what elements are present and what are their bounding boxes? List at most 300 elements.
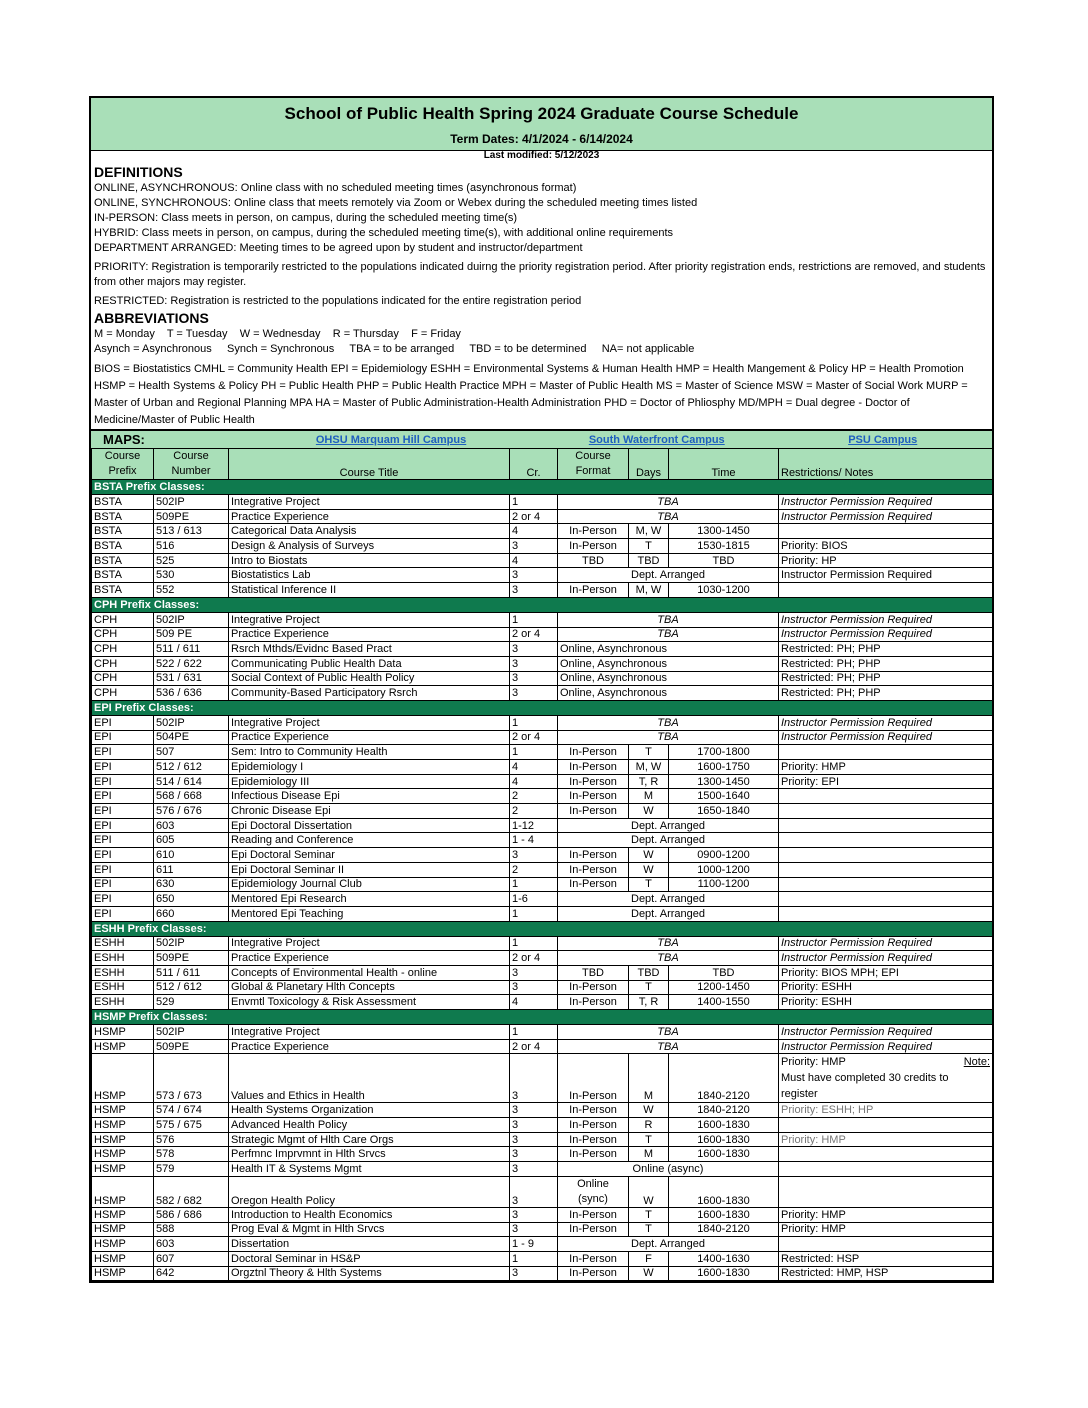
course-credits: 3 <box>510 1222 558 1237</box>
course-schedule: TBA <box>558 730 779 745</box>
course-days: TBD <box>629 553 669 568</box>
section-label: CPH Prefix Classes: <box>92 597 993 612</box>
course-title: Values and Ethics in Health <box>229 1054 510 1103</box>
course-credits: 3 <box>510 1266 558 1281</box>
course-format: In-Person <box>558 848 629 863</box>
course-schedule: TBA <box>558 509 779 524</box>
course-prefix: ESHH <box>92 995 154 1010</box>
course-format: Online, Asynchronous <box>558 642 779 657</box>
course-days: M <box>629 1054 669 1103</box>
page-title: School of Public Health Spring 2024 Graduate Course Schedule <box>284 104 799 123</box>
section-label: EPI Prefix Classes: <box>92 700 993 715</box>
course-title: Epi Doctoral Seminar II <box>229 862 510 877</box>
table-row <box>92 1162 993 1177</box>
col-notes: Restrictions/ Notes <box>779 449 993 480</box>
col-format: Course Format <box>558 449 629 480</box>
course-title: Communicating Public Health Data <box>229 656 510 671</box>
course-format: In-Person <box>558 774 629 789</box>
course-notes <box>779 1162 993 1177</box>
table-row <box>92 1103 993 1118</box>
course-credits: 4 <box>510 524 558 539</box>
course-number: 502IP <box>154 495 229 510</box>
course-time: 1600-1830 <box>669 1266 779 1281</box>
course-prefix: HSMP <box>92 1222 154 1237</box>
course-days: M, W <box>629 583 669 598</box>
course-number: 509 PE <box>154 627 229 642</box>
course-time: 1600-1830 <box>669 1118 779 1133</box>
course-credits: 2 <box>510 862 558 877</box>
course-credits: 1 <box>510 1251 558 1266</box>
course-title: Biostatistics Lab <box>229 568 510 583</box>
course-notes: Priority: HMP <box>779 760 993 775</box>
course-format: In-Person <box>558 980 629 995</box>
course-notes <box>779 1237 993 1252</box>
course-credits: 1 - 4 <box>510 833 558 848</box>
course-title: Envmtl Toxicology & Risk Assessment <box>229 995 510 1010</box>
course-notes <box>779 892 993 907</box>
course-number: 607 <box>154 1251 229 1266</box>
course-prefix: EPI <box>92 833 154 848</box>
course-notes: Instructor Permission Required <box>779 1025 993 1040</box>
course-days: T <box>629 1222 669 1237</box>
course-prefix: EPI <box>92 892 154 907</box>
course-credits: 2 or 4 <box>510 509 558 524</box>
maps-bar <box>91 429 992 448</box>
course-number: 502IP <box>154 1025 229 1040</box>
abbrev-days: M = Monday T = Tuesday W = Wednesday R = Thursday F = Friday <box>94 328 461 340</box>
course-prefix: ESHH <box>92 951 154 966</box>
course-number: 509PE <box>154 1039 229 1054</box>
course-notes <box>779 583 993 598</box>
course-number: 578 <box>154 1147 229 1162</box>
course-number: 650 <box>154 892 229 907</box>
course-title: Practice Experience <box>229 730 510 745</box>
table-row <box>92 760 993 775</box>
course-credits: 3 <box>510 568 558 583</box>
course-schedule: Dept. Arranged <box>558 906 779 921</box>
course-format: In-Person <box>558 1132 629 1147</box>
course-days: W <box>629 862 669 877</box>
course-title: Epidemiology I <box>229 760 510 775</box>
course-credits: 1-12 <box>510 818 558 833</box>
course-notes: Restricted: HMP, HSP <box>779 1266 993 1281</box>
course-title: Infectious Disease Epi <box>229 789 510 804</box>
course-notes <box>779 1118 993 1133</box>
course-prefix: HSMP <box>92 1118 154 1133</box>
course-prefix: HSMP <box>92 1054 154 1103</box>
table-row <box>92 1266 993 1281</box>
course-time: 1840-2120 <box>669 1222 779 1237</box>
course-notes: Instructor Permission Required <box>779 627 993 642</box>
course-notes: Priority: ESHH <box>779 995 993 1010</box>
link-psu-campus[interactable]: PSU Campus <box>848 433 918 446</box>
term-dates: Term Dates: 4/1/2024 - 6/14/2024 <box>450 132 633 146</box>
course-time: 1400-1630 <box>669 1251 779 1266</box>
table-row <box>92 818 993 833</box>
table-row <box>92 833 993 848</box>
course-notes: Priority: BIOS MPH; EPI <box>779 965 993 980</box>
course-number: 512 / 612 <box>154 760 229 775</box>
course-format: In-Person <box>558 745 629 760</box>
course-notes <box>779 906 993 921</box>
section-header <box>92 921 993 936</box>
course-number: 522 / 622 <box>154 656 229 671</box>
section-label: BSTA Prefix Classes: <box>92 480 993 495</box>
course-format: In-Person <box>558 789 629 804</box>
course-time: 1600-1830 <box>669 1147 779 1162</box>
course-number: 516 <box>154 539 229 554</box>
course-time: 1530-1815 <box>669 539 779 554</box>
course-notes: Priority: HP <box>779 553 993 568</box>
table-row <box>92 656 993 671</box>
table-row <box>92 877 993 892</box>
course-number: 642 <box>154 1266 229 1281</box>
course-format: In-Person <box>558 1147 629 1162</box>
link-marquam-hill[interactable]: OHSU Marquam Hill Campus <box>315 433 467 446</box>
course-title: Doctoral Seminar in HS&P <box>229 1251 510 1266</box>
course-time: 1600-1830 <box>669 1207 779 1222</box>
definitions-heading: DEFINITIONS <box>94 164 183 180</box>
table-header <box>92 449 993 480</box>
course-time: 1840-2120 <box>669 1054 779 1103</box>
course-number: 512 / 612 <box>154 980 229 995</box>
course-title: Rsrch Mthds/Evidnc Based Pract <box>229 642 510 657</box>
course-prefix: EPI <box>92 818 154 833</box>
course-days: W <box>629 804 669 819</box>
course-credits: 1 <box>510 906 558 921</box>
course-days: W <box>629 1266 669 1281</box>
course-title: Health IT & Systems Mgmt <box>229 1162 510 1177</box>
definition-line: IN-PERSON: Class meets in person, on campus, during the scheduled meeting time(s) <box>94 212 518 224</box>
course-title: Advanced Health Policy <box>229 1118 510 1133</box>
table-row <box>92 583 993 598</box>
course-title: Orgztnl Theory & Hlth Systems <box>229 1266 510 1281</box>
course-days: TBD <box>629 965 669 980</box>
course-notes: Restricted: PH; PHP <box>779 686 993 701</box>
course-prefix: BSTA <box>92 583 154 598</box>
course-number: 660 <box>154 906 229 921</box>
table-row <box>92 980 993 995</box>
course-format: In-Person <box>558 1222 629 1237</box>
course-notes <box>779 848 993 863</box>
section-label: HSMP Prefix Classes: <box>92 1010 993 1025</box>
course-prefix: BSTA <box>92 568 154 583</box>
course-credits: 2 or 4 <box>510 730 558 745</box>
course-title: Global & Planetary Hlth Concepts <box>229 980 510 995</box>
course-schedule: TBA <box>558 627 779 642</box>
course-title: Integrative Project <box>229 495 510 510</box>
course-number: 502IP <box>154 612 229 627</box>
course-credits: 4 <box>510 553 558 568</box>
definitions-section <box>91 163 992 429</box>
col-credits: Cr. <box>510 449 558 480</box>
course-prefix: ESHH <box>92 936 154 951</box>
course-notes <box>779 745 993 760</box>
course-notes: Priority: BIOS <box>779 539 993 554</box>
table-row <box>92 774 993 789</box>
course-notes <box>779 524 993 539</box>
course-schedule: Online (async) <box>558 1162 779 1177</box>
course-prefix: CPH <box>92 671 154 686</box>
priority-definition: PRIORITY: Registration is temporarily restricted to the populations indicated duirng the priority registration period. After priority registration ends, restrictions are removed, and students from other majors may register. <box>94 261 986 288</box>
course-notes <box>779 1176 993 1207</box>
course-number: 630 <box>154 877 229 892</box>
course-schedule: TBA <box>558 1025 779 1040</box>
course-number: 574 / 674 <box>154 1103 229 1118</box>
course-table <box>91 448 993 1281</box>
course-number: 511 / 611 <box>154 642 229 657</box>
table-row <box>92 686 993 701</box>
course-format: In-Person <box>558 995 629 1010</box>
course-schedule: Dept. Arranged <box>558 818 779 833</box>
course-format: In-Person <box>558 1118 629 1133</box>
col-title: Course Title <box>229 449 510 480</box>
course-credits: 1 <box>510 715 558 730</box>
course-credits: 3 <box>510 671 558 686</box>
course-credits: 3 <box>510 1054 558 1103</box>
section-header <box>92 700 993 715</box>
course-format: Online (sync) <box>558 1176 629 1207</box>
course-prefix: EPI <box>92 906 154 921</box>
course-format: In-Person <box>558 1266 629 1281</box>
course-notes: Instructor Permission Required <box>779 715 993 730</box>
col-number: Course Number <box>154 449 229 480</box>
course-number: 603 <box>154 1237 229 1252</box>
course-days: M <box>629 1147 669 1162</box>
course-title: Mentored Epi Teaching <box>229 906 510 921</box>
course-notes <box>779 804 993 819</box>
course-number: 529 <box>154 995 229 1010</box>
course-time: 1300-1450 <box>669 524 779 539</box>
course-schedule: TBA <box>558 715 779 730</box>
course-number: 588 <box>154 1222 229 1237</box>
abbreviations-heading: ABBREVIATIONS <box>94 310 209 326</box>
course-number: 586 / 686 <box>154 1207 229 1222</box>
course-format: In-Person <box>558 524 629 539</box>
course-number: 509PE <box>154 951 229 966</box>
table-row <box>92 539 993 554</box>
table-row <box>92 1147 993 1162</box>
table-row <box>92 936 993 951</box>
course-number: 513 / 613 <box>154 524 229 539</box>
course-notes <box>779 862 993 877</box>
course-time: 1000-1200 <box>669 862 779 877</box>
course-days: M <box>629 789 669 804</box>
course-format: Online, Asynchronous <box>558 686 779 701</box>
course-credits: 3 <box>510 1132 558 1147</box>
course-credits: 3 <box>510 848 558 863</box>
course-credits: 2 or 4 <box>510 1039 558 1054</box>
course-schedule: TBA <box>558 951 779 966</box>
course-format: TBD <box>558 553 629 568</box>
course-number: 573 / 673 <box>154 1054 229 1103</box>
table-row <box>92 745 993 760</box>
course-prefix: EPI <box>92 774 154 789</box>
table-row <box>92 1176 993 1207</box>
course-schedule: TBA <box>558 495 779 510</box>
course-time: 1700-1800 <box>669 745 779 760</box>
course-number: 530 <box>154 568 229 583</box>
course-prefix: BSTA <box>92 495 154 510</box>
course-days: T <box>629 1207 669 1222</box>
course-title: Intro to Biostats <box>229 553 510 568</box>
course-credits: 1 <box>510 877 558 892</box>
course-schedule: Dept. Arranged <box>558 833 779 848</box>
course-credits: 3 <box>510 1118 558 1133</box>
course-notes: Priority: ESHH <box>779 980 993 995</box>
course-number: 504PE <box>154 730 229 745</box>
section-header <box>92 1010 993 1025</box>
course-title: Practice Experience <box>229 1039 510 1054</box>
course-format: In-Person <box>558 804 629 819</box>
course-prefix: EPI <box>92 760 154 775</box>
course-notes: Instructor Permission Required <box>779 495 993 510</box>
table-row <box>92 906 993 921</box>
last-modified: Last modified: 5/12/2023 <box>91 150 992 163</box>
course-prefix: BSTA <box>92 553 154 568</box>
course-title: Epidemiology Journal Club <box>229 877 510 892</box>
course-format: In-Person <box>558 1054 629 1103</box>
course-title: Practice Experience <box>229 951 510 966</box>
course-number: 536 / 636 <box>154 686 229 701</box>
course-format: In-Person <box>558 877 629 892</box>
table-row <box>92 892 993 907</box>
table-row <box>92 553 993 568</box>
course-credits: 4 <box>510 760 558 775</box>
table-row <box>92 1207 993 1222</box>
course-number: 502IP <box>154 936 229 951</box>
course-title: Integrative Project <box>229 1025 510 1040</box>
course-prefix: EPI <box>92 745 154 760</box>
course-prefix: HSMP <box>92 1266 154 1281</box>
course-prefix: EPI <box>92 804 154 819</box>
course-credits: 1 <box>510 1025 558 1040</box>
link-south-waterfront[interactable]: South Waterfront Campus <box>588 433 725 446</box>
maps-label: MAPS: <box>103 432 145 447</box>
course-number: 525 <box>154 553 229 568</box>
course-days: F <box>629 1251 669 1266</box>
course-format: In-Person <box>558 862 629 877</box>
course-format: TBD <box>558 965 629 980</box>
course-credits: 1 - 9 <box>510 1237 558 1252</box>
course-prefix: EPI <box>92 789 154 804</box>
course-time: 0900-1200 <box>669 848 779 863</box>
course-time: 1600-1830 <box>669 1176 779 1207</box>
course-title: Statistical Inference II <box>229 583 510 598</box>
course-title: Reading and Conference <box>229 833 510 848</box>
course-days: T <box>629 877 669 892</box>
course-time: 1100-1200 <box>669 877 779 892</box>
course-prefix: HSMP <box>92 1103 154 1118</box>
table-row <box>92 642 993 657</box>
course-number: 610 <box>154 848 229 863</box>
course-format: In-Person <box>558 539 629 554</box>
course-days: W <box>629 1176 669 1207</box>
course-notes: Instructor Permission Required <box>779 509 993 524</box>
course-time: 1500-1640 <box>669 789 779 804</box>
course-number: 576 / 676 <box>154 804 229 819</box>
course-title: Strategic Mgmt of Hlth Care Orgs <box>229 1132 510 1147</box>
course-title: Practice Experience <box>229 509 510 524</box>
table-row <box>92 1054 993 1103</box>
table-row <box>92 671 993 686</box>
course-prefix: CPH <box>92 686 154 701</box>
course-prefix: ESHH <box>92 980 154 995</box>
table-row <box>92 1237 993 1252</box>
course-prefix: EPI <box>92 877 154 892</box>
course-prefix: HSMP <box>92 1039 154 1054</box>
course-number: 531 / 631 <box>154 671 229 686</box>
course-title: Practice Experience <box>229 627 510 642</box>
course-credits: 3 <box>510 686 558 701</box>
table-row <box>92 524 993 539</box>
course-time: 1840-2120 <box>669 1103 779 1118</box>
course-title: Epidemiology III <box>229 774 510 789</box>
course-prefix: CPH <box>92 612 154 627</box>
course-number: 509PE <box>154 509 229 524</box>
course-days: T <box>629 980 669 995</box>
course-credits: 2 <box>510 804 558 819</box>
course-title: Dissertation <box>229 1237 510 1252</box>
course-notes <box>779 789 993 804</box>
course-credits: 3 <box>510 1103 558 1118</box>
course-title: Introduction to Health Economics <box>229 1207 510 1222</box>
section-label: ESHH Prefix Classes: <box>92 921 993 936</box>
course-credits: 1 <box>510 936 558 951</box>
course-notes: Priority: HMP <box>779 1207 993 1222</box>
course-format: In-Person <box>558 1207 629 1222</box>
course-notes: Restricted: PH; PHP <box>779 656 993 671</box>
course-time: TBD <box>669 553 779 568</box>
course-number: 582 / 682 <box>154 1176 229 1207</box>
course-credits: 1 <box>510 745 558 760</box>
course-notes: Instructor Permission Required <box>779 612 993 627</box>
course-notes <box>779 1147 993 1162</box>
course-prefix: HSMP <box>92 1176 154 1207</box>
course-prefix: HSMP <box>92 1251 154 1266</box>
course-credits: 2 <box>510 789 558 804</box>
course-credits: 3 <box>510 1176 558 1207</box>
course-credits: 1 <box>510 495 558 510</box>
course-prefix: HSMP <box>92 1237 154 1252</box>
course-number: 552 <box>154 583 229 598</box>
table-row <box>92 1118 993 1133</box>
course-prefix: HSMP <box>92 1162 154 1177</box>
course-title: Chronic Disease Epi <box>229 804 510 819</box>
course-notes <box>779 877 993 892</box>
schedule-sheet <box>89 96 994 1283</box>
course-prefix: HSMP <box>92 1147 154 1162</box>
col-prefix: Course Prefix <box>92 449 154 480</box>
course-days: T, R <box>629 995 669 1010</box>
course-time: 1650-1840 <box>669 804 779 819</box>
table-row <box>92 1251 993 1266</box>
abbrev-programs: BIOS = Biostatistics CMHL = Community Health EPI = Epidemiology ESHH = Environmental Systems & Human Health HMP = Health Mangement & Policy HP = Health Promotion HSMP = Health Systems & Policy PH = Public Health PHP = Public Health Practice MPH = Master of Public Health MS = Master of Science MSW = Master of Social Work MURP = Master of Urban and Regional Planning MPA HA = Master of Public Administration-Health Administration PHD = Doctor of Phliosphy MD/MPH = Dual degree - Doctor of Medicine/Master of Public Health <box>94 363 968 426</box>
course-prefix: ESHH <box>92 965 154 980</box>
sheet-header <box>91 98 992 150</box>
table-row <box>92 715 993 730</box>
course-format: Online, Asynchronous <box>558 656 779 671</box>
section-header <box>92 597 993 612</box>
course-title: Community-Based Participatory Rsrch <box>229 686 510 701</box>
course-prefix: HSMP <box>92 1207 154 1222</box>
course-credits: 3 <box>510 583 558 598</box>
course-notes: Priority: EPI <box>779 774 993 789</box>
course-notes <box>779 818 993 833</box>
course-title: Epi Doctoral Seminar <box>229 848 510 863</box>
course-time: 1200-1450 <box>669 980 779 995</box>
course-days: T <box>629 539 669 554</box>
